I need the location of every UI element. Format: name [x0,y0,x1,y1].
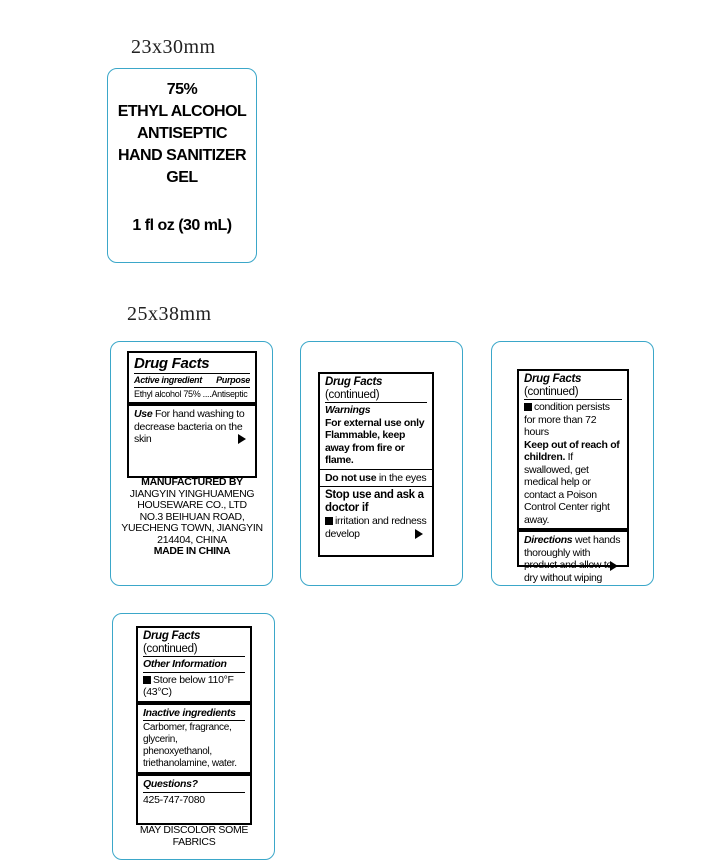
continue-arrow-icon [415,529,423,539]
warnings-text: For external use only Flammable, keep away from fire or flame. [325,416,425,466]
drug-facts-title: Drug Facts [325,376,383,388]
made-in: MADE IN CHINA [153,545,231,557]
manufacturer-block [113,477,271,558]
drug-facts-box-2 [318,372,434,557]
label-panel-1 [110,341,273,586]
condition-text: condition persists for more than 72 hours [524,401,610,438]
keep-out-text: If swallowed, get medical help or contact a Poison Control Center right away. [524,451,610,526]
label-panel-2 [300,341,463,586]
front-line-gel: GEL [166,169,198,186]
do-not-use-heading: Do not use [325,471,377,484]
questions-heading: Questions? [143,778,245,793]
drug-facts-title: Drug Facts [134,355,250,374]
use-text: For hand washing to decrease bacteria on the skin [134,408,245,445]
manufacturer-title: MANUFACTURED BY [141,476,243,488]
directions-heading: Directions [524,534,573,546]
purpose-heading: Purpose [216,375,250,385]
alcohol-percent: 75% [166,81,198,98]
front-line-antiseptic: ANTISEPTIC [136,125,228,142]
front-line-sanitizer: HAND SANITIZER [117,147,247,164]
front-label [107,68,257,263]
directions-text: wet hands thoroughly with product and allow to dry without wiping [524,534,621,584]
manufacturer-line-2: HOUSEWARE CO., LTD [137,499,247,511]
front-line-ethyl: ETHYL ALCOHOL [117,103,247,120]
warnings-heading: Warnings [325,404,371,416]
volume: 1 fl oz (30 mL) [132,217,232,234]
size-caption-large: 25x38mm [127,303,212,325]
drug-facts-box-1 [127,351,257,478]
drug-facts-box-4 [136,626,252,825]
active-ingredient-line: Ethyl alcohol 75% ....Antiseptic [134,389,248,399]
keep-out-heading: Keep out of reach of children. [524,438,620,463]
size-caption-small: 23x30mm [131,36,216,58]
do-not-use-text: in the eyes [376,471,427,484]
use-heading: Use [134,408,153,420]
phone-number: 425-747-7080 [143,793,205,806]
label-panel-3 [491,341,654,586]
bullet-square-icon [325,517,333,525]
stop-use-text: irritation and redness develop [325,515,427,540]
continued-label: (continued) [325,388,380,401]
manufacturer-line-3: NO.3 BEIHUAN ROAD, [139,510,245,523]
continued-label: (continued) [143,642,198,655]
other-information-heading: Other Information [143,658,245,673]
continue-arrow-icon [238,434,246,444]
manufacturer-line-5: 214404, CHINA [157,533,227,546]
active-ingredient-heading: Active ingredient [134,375,202,385]
bullet-square-icon [524,403,532,411]
manufacturer-line-4: YUECHENG TOWN, JIANGYIN [121,522,263,534]
bullet-square-icon [143,676,151,684]
inactive-ingredients-heading: Inactive ingredients [143,707,245,722]
discolor-note: MAY DISCOLOR SOME FABRICS [139,824,249,848]
inactive-ingredients-text: Carbomer, fragrance, glycerin, phenoxyethanol, triethanolamine, water. [143,722,237,769]
drug-facts-title: Drug Facts [524,373,582,385]
drug-facts-box-3 [517,369,629,584]
stop-use-heading: Stop use and ask a doctor if [325,489,424,514]
other-information-text: Store below 110°F (43°C) [143,673,234,698]
continued-label: (continued) [524,385,579,398]
manufacturer-line-1: JIANGYIN YINGHUAMENG [129,487,255,500]
drug-facts-title: Drug Facts [143,630,201,642]
label-panel-4 [112,613,275,860]
